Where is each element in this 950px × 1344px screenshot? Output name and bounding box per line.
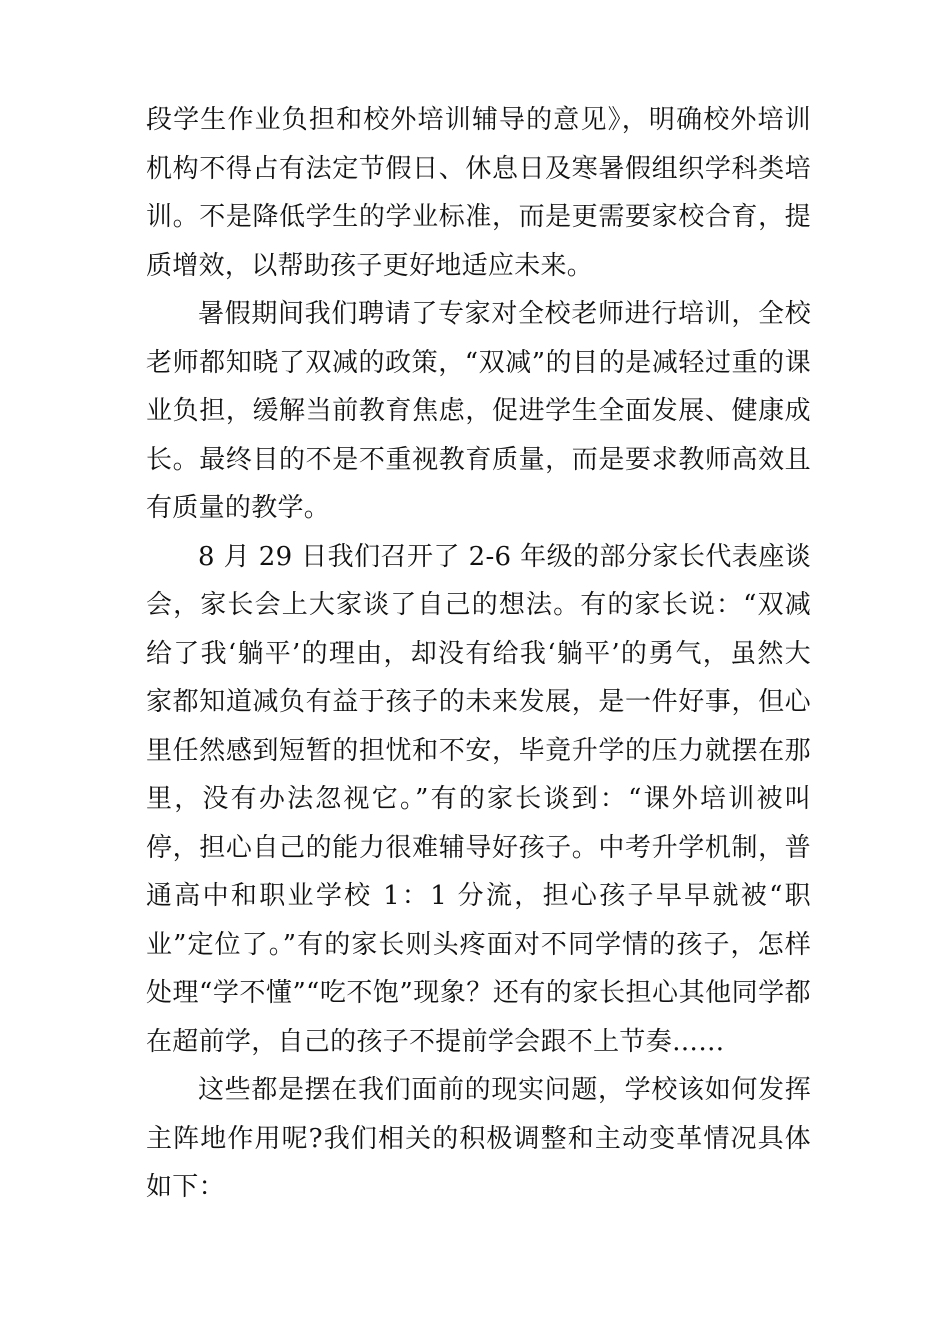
paragraph-continuation: 段学生作业负担和校外培训辅导的意见》，明确校外培训机构不得占有法定节假日、休息日及寒暑假组织学科类培训。不是降低学生的学业标准，而是更需要家校合育，提质增效，以帮助孩子更好地适应未来。 <box>146 105 811 281</box>
paragraph-questions: 这些都是摆在我们面前的现实问题，学校该如何发挥主阵地作用呢?我们相关的积极调整和主动变革情况具体如下： <box>146 1075 811 1202</box>
document-body <box>146 96 811 1212</box>
paragraph-training: 暑假期间我们聘请了专家对全校老师进行培训，全校老师都知晓了双减的政策，“双减”的目的是减轻过重的课业负担，缓解当前教育焦虑，促进学生全面发展、健康成长。最终目的不是不重视教育质量，而是要求教师高效且有质量的教学。 <box>146 299 811 523</box>
paragraph-parent-meeting: 8 月 29 日我们召开了 2-6 年级的部分家长代表座谈会，家长会上大家谈了自己的想法。有的家长说：“双减给了我‘躺平’的理由，却没有给我‘躺平’的勇气，虽然大家都知道减负有益于孩子的未来发展，是一件好事，但心里任然感到短暂的担忧和不安，毕竟升学的压力就摆在那里，没有办法忽视它。”有的家长谈到：“课外培训被叫停，担心自己的能力很难辅导好孩子。中考升学机制，普通高中和职业学校 1：1 分流，担心孩子早早就被“职业”定位了。”有的家长则头疼面对不同学情的孩子，怎样处理“学不懂”“吃不饱”现象？还有的家长担心其他同学都在超前学，自己的孩子不提前学会跟不上节奏…… <box>146 541 811 1057</box>
